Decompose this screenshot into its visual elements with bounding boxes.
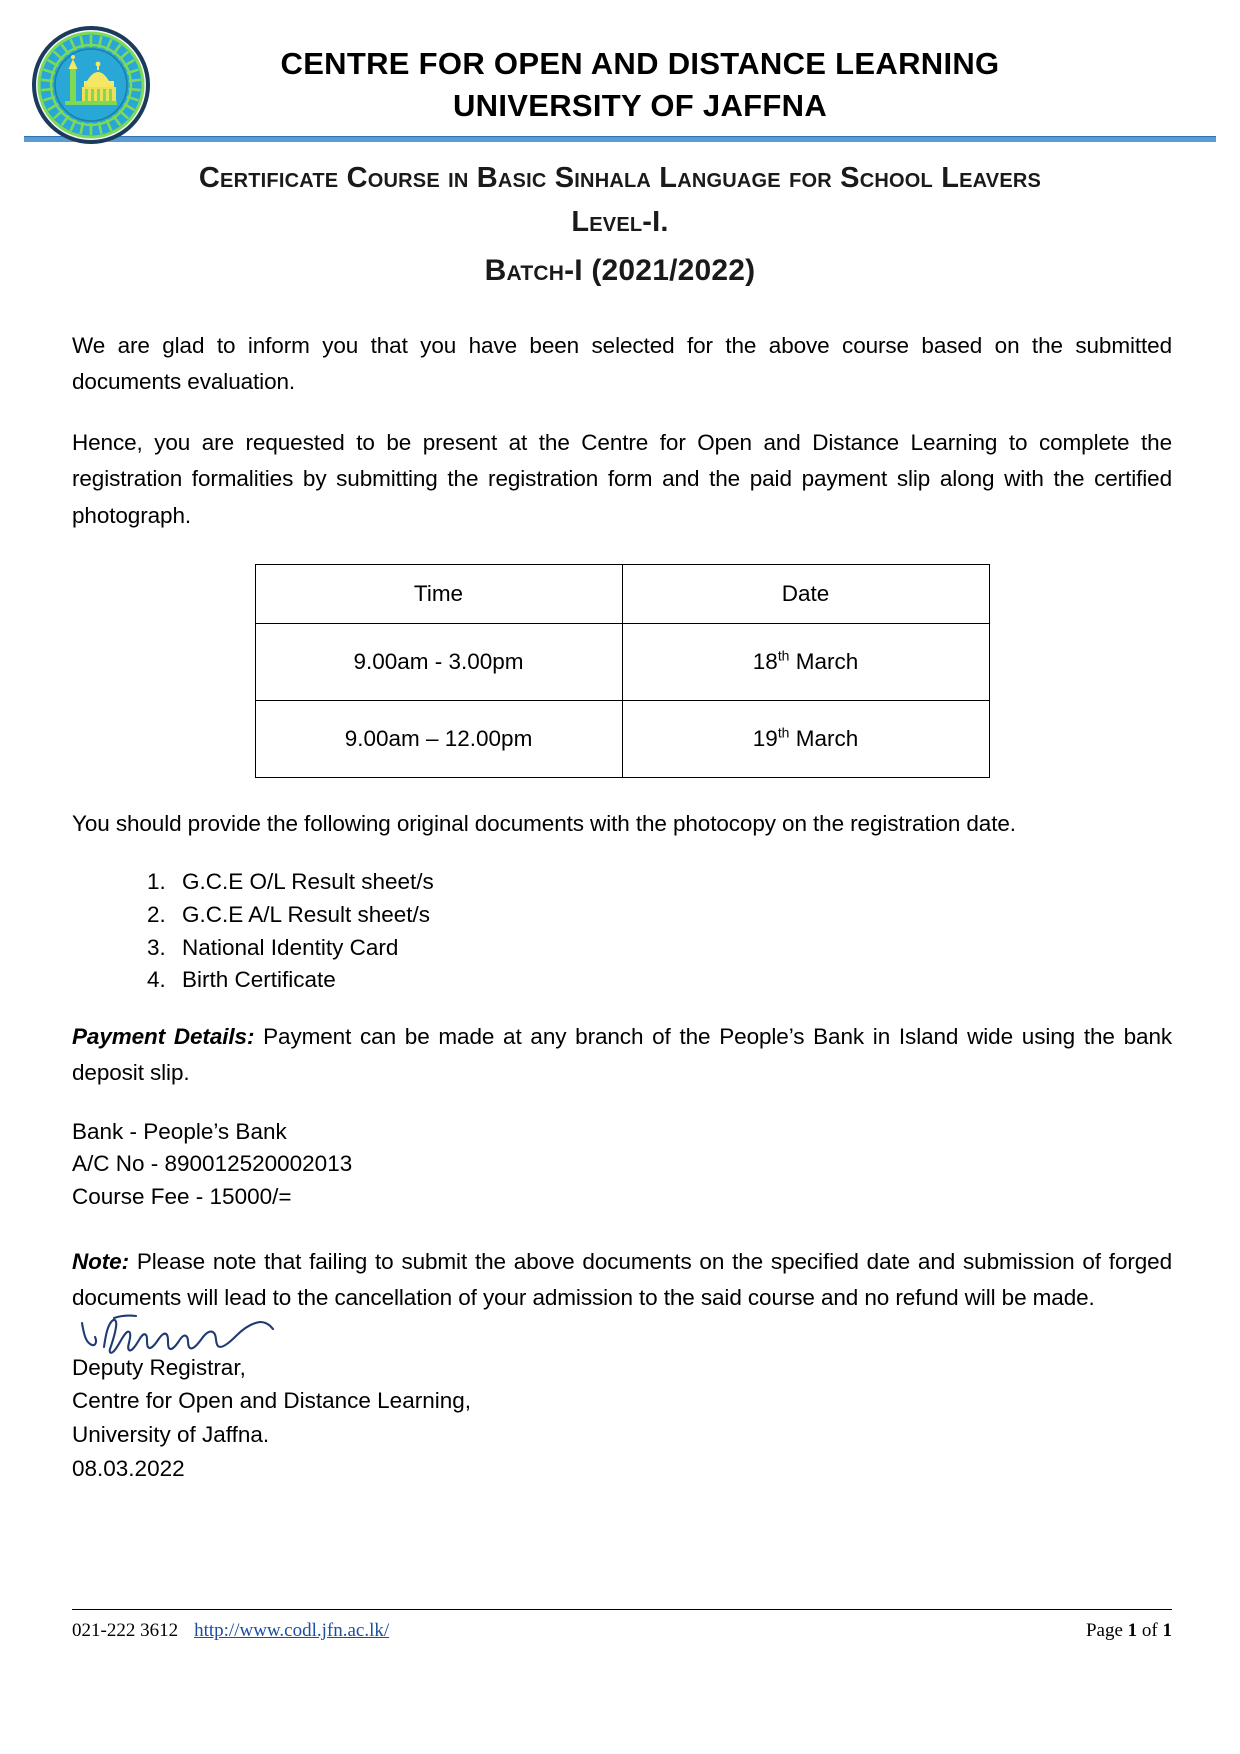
date-day: 18	[752, 648, 778, 674]
payment-details-label: Payment Details:	[72, 1023, 255, 1049]
footer-divider	[72, 1609, 1172, 1610]
paragraph-registration-instruction: Hence, you are requested to be present at the Centre for Open and Distance Learning to complete the registration formalities by submitting the registration form and the paid payment slip along with the certified photograph.	[72, 429, 1172, 528]
bank-account-line: A/C No - 890012520002013	[72, 1151, 353, 1177]
signatory-university: University of Jaffna.	[72, 1422, 270, 1447]
org-name-line-1: CENTRE FOR OPEN AND DISTANCE LEARNING	[280, 46, 1000, 82]
date-ordinal: th	[777, 724, 790, 741]
cell-time: 9.00am – 12.00pm	[255, 700, 622, 777]
table-header-row	[255, 564, 989, 623]
page-prefix: Page	[1085, 1620, 1128, 1641]
bank-name-line: Bank - People’s Bank	[72, 1118, 287, 1144]
cell-date	[622, 700, 989, 777]
list-item: 3. National Identity Card	[172, 932, 1172, 965]
cell-time: 9.00am - 3.00pm	[255, 623, 622, 700]
table-row	[255, 623, 989, 700]
course-title-line-1: Certificate Course in Basic Sinhala Language for School Leavers	[198, 162, 1042, 194]
list-item: 1. G.C.E O/L Result sheet/s	[172, 866, 1172, 899]
date-month: March	[795, 648, 859, 674]
payment-details-text: Payment can be made at any branch of the People’s Bank in Island wide using the bank deposit slip.	[72, 1023, 1173, 1086]
table-row	[255, 700, 989, 777]
page-total: 1	[1162, 1620, 1172, 1641]
page-middle: of	[1137, 1620, 1163, 1641]
course-title	[0, 156, 1240, 294]
schedule-table-wrapper	[72, 564, 1172, 778]
cell-date	[622, 623, 989, 700]
document-header	[0, 0, 1240, 128]
signature-date: 08.03.2022	[72, 1455, 185, 1481]
note-text: Please note that failing to submit the above documents on the specified date and submission of forged documents will lead to the cancellation of your admission to the said course and no refund will be made.	[72, 1248, 1172, 1311]
note-label: Note:	[72, 1248, 129, 1274]
date-day: 19	[752, 725, 778, 751]
footer-website-link[interactable]: http://www.codl.jfn.ac.lk/	[194, 1620, 390, 1641]
footer-phone: 021-222 3612	[72, 1620, 179, 1641]
paragraph-documents-instruction: You should provide the following original documents with the photocopy on the registration date.	[72, 810, 1016, 836]
course-fee-line: Course Fee - 15000/=	[72, 1184, 292, 1209]
signature-lines	[72, 1351, 1172, 1486]
list-item: 4. Birth Certificate	[172, 964, 1172, 997]
document-body	[0, 328, 1240, 1486]
header-title-block	[160, 43, 1240, 127]
paragraph-payment-details	[72, 1019, 1172, 1092]
required-documents-list	[72, 866, 1172, 997]
page-number	[1086, 1620, 1172, 1642]
course-title-line-2: Level-I.	[571, 206, 669, 239]
course-title-line-3: Batch-I (2021/2022)	[484, 254, 756, 288]
page-current: 1	[1127, 1620, 1138, 1641]
list-item: 2. G.C.E A/L Result sheet/s	[172, 899, 1172, 932]
bank-details-block	[72, 1116, 1172, 1214]
document-footer	[72, 1609, 1172, 1642]
date-ordinal: th	[777, 647, 790, 664]
schedule-table	[255, 564, 990, 778]
signature-area	[72, 1351, 1172, 1486]
paragraph-selection-notice: We are glad to inform you that you have been selected for the above course based on the submitted documents evaluation.	[72, 332, 1172, 395]
date-month: March	[795, 725, 859, 751]
header-divider	[24, 136, 1216, 142]
university-seal-icon	[29, 23, 153, 147]
org-name-line-2: UNIVERSITY OF JAFFNA	[452, 88, 828, 123]
column-header-time: Time	[255, 564, 622, 623]
logo-container	[0, 23, 160, 147]
signatory-designation: Deputy Registrar,	[72, 1354, 246, 1380]
signatory-centre: Centre for Open and Distance Learning,	[72, 1388, 471, 1414]
footer-row	[72, 1620, 1172, 1642]
column-header-date: Date	[622, 564, 989, 623]
footer-contact	[72, 1620, 389, 1642]
